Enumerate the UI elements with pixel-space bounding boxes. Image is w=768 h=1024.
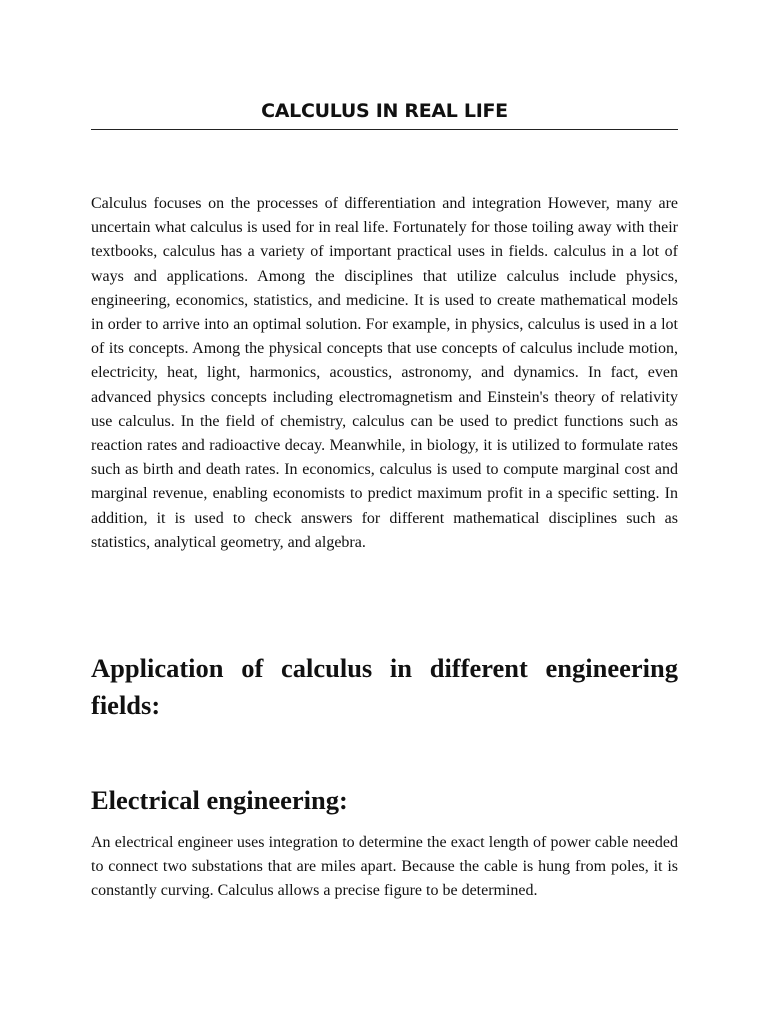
electrical-paragraph: An electrical engineer uses integration to determine the exact length of power cable needed to connect two substations that are miles apart. Because the cable is hung from poles, it is constantly curving. Calculus allows a precise figure to be determined. (91, 834, 678, 900)
title-underline (91, 129, 678, 130)
intro-paragraph: Calculus focuses on the processes of differentiation and integration However, many are uncertain what calculus is used for in real life. Fortunately for those toiling away with their textbooks, calculus has a variety of important practical uses in fields. calculus in a lot of ways and applications. Among the disciplines that utilize calculus include physics, engineering, economics, statistics, and medicine. It is used to create mathematical models in order to arrive into an optimal solution. For example, in physics, calculus is used in a lot of its concepts. Among the physical concepts that use concepts of calculus include motion, electricity, heat, light, harmonics, acoustics, astronomy, and dynamics. In fact, even advanced physics concepts including electromagnetism and Einstein's theory of relativity use calculus. In the field of chemistry, calculus can be used to predict functions such as reaction rates and radioactive decay. Meanwhile, in biology, it is utilized to formulate rates such as birth and death rates. In economics, calculus is used to compute marginal cost and marginal revenue, enabling economists to predict maximum profit in a specific setting. In addition, it is used to check answers for different mathematical disciplines such as statistics, analytical geometry, and algebra. (91, 195, 678, 551)
document-title: CALCULUS IN REAL LIFE (261, 100, 508, 122)
section-heading: Application of calculus in different engineering fields: (91, 653, 678, 720)
subsection-heading: Electrical engineering: (91, 785, 348, 815)
